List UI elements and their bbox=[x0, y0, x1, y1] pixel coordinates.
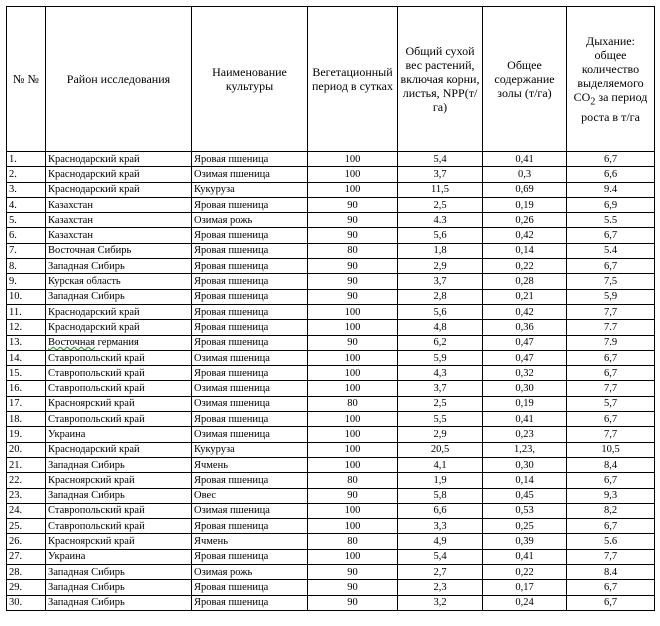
cell-veg-period: 100 bbox=[308, 412, 398, 427]
cell-veg-period: 80 bbox=[308, 534, 398, 549]
cell-region: Ставропольский край bbox=[46, 412, 192, 427]
cell-crop: Яровая пшеница bbox=[192, 366, 308, 381]
cell-co2: 6,7 bbox=[567, 366, 655, 381]
cell-number: 12. bbox=[7, 320, 46, 335]
cell-ash: 0,14 bbox=[483, 243, 567, 258]
header-row bbox=[7, 7, 655, 152]
cell-crop: Кукуруза bbox=[192, 182, 308, 197]
cell-number: 7. bbox=[7, 243, 46, 258]
cell-npp: 5,9 bbox=[398, 350, 483, 365]
header-co2 bbox=[567, 7, 655, 152]
cell-crop: Яровая пшеница bbox=[192, 304, 308, 319]
cell-ash: 0,30 bbox=[483, 457, 567, 472]
cell-ash: 0,17 bbox=[483, 580, 567, 595]
cell-npp: 5,6 bbox=[398, 304, 483, 319]
cell-co2: 9,3 bbox=[567, 488, 655, 503]
table-row bbox=[7, 335, 655, 350]
cell-region: Краснодарский край bbox=[46, 152, 192, 167]
crop-data-table bbox=[6, 6, 655, 611]
cell-number: 27. bbox=[7, 549, 46, 564]
header-region bbox=[46, 7, 192, 152]
table-row bbox=[7, 549, 655, 564]
cell-crop: Яровая пшеница bbox=[192, 580, 308, 595]
table-row bbox=[7, 228, 655, 243]
table-row bbox=[7, 381, 655, 396]
cell-veg-period: 90 bbox=[308, 289, 398, 304]
table-body bbox=[7, 152, 655, 611]
table-row bbox=[7, 534, 655, 549]
cell-veg-period: 100 bbox=[308, 519, 398, 534]
table-row bbox=[7, 259, 655, 274]
cell-npp: 2,7 bbox=[398, 565, 483, 580]
cell-veg-period: 100 bbox=[308, 350, 398, 365]
cell-npp: 20,5 bbox=[398, 442, 483, 457]
cell-veg-period: 90 bbox=[308, 335, 398, 350]
cell-co2: 8.4 bbox=[567, 565, 655, 580]
cell-region: Курская область bbox=[46, 274, 192, 289]
cell-crop: Озимая пшеница bbox=[192, 427, 308, 442]
cell-number: 18. bbox=[7, 412, 46, 427]
cell-co2: 10,5 bbox=[567, 442, 655, 457]
cell-veg-period: 90 bbox=[308, 580, 398, 595]
header-crop-label: Наименование культуры bbox=[212, 65, 287, 93]
cell-region: Казахстан bbox=[46, 228, 192, 243]
header-number-label: № № bbox=[13, 72, 39, 86]
cell-veg-period: 100 bbox=[308, 167, 398, 182]
cell-veg-period: 90 bbox=[308, 488, 398, 503]
header-ash bbox=[483, 7, 567, 152]
cell-region: Восточная Сибирь bbox=[46, 243, 192, 258]
cell-number: 16. bbox=[7, 381, 46, 396]
table-header bbox=[7, 7, 655, 152]
cell-co2: 6,7 bbox=[567, 259, 655, 274]
cell-crop: Овес bbox=[192, 488, 308, 503]
cell-crop: Яровая пшеница bbox=[192, 152, 308, 167]
cell-veg-period: 100 bbox=[308, 457, 398, 472]
cell-number: 24. bbox=[7, 503, 46, 518]
cell-number: 14. bbox=[7, 350, 46, 365]
cell-ash: 0,25 bbox=[483, 519, 567, 534]
cell-crop: Яровая пшеница bbox=[192, 335, 308, 350]
cell-region: Западная Сибирь bbox=[46, 580, 192, 595]
table-row bbox=[7, 243, 655, 258]
cell-co2: 5,7 bbox=[567, 396, 655, 411]
cell-ash: 0,26 bbox=[483, 213, 567, 228]
cell-crop: Яровая пшеница bbox=[192, 197, 308, 212]
cell-region: Краснодарский край bbox=[46, 304, 192, 319]
cell-number: 4. bbox=[7, 197, 46, 212]
cell-veg-period: 100 bbox=[308, 304, 398, 319]
table-row bbox=[7, 473, 655, 488]
cell-veg-period: 100 bbox=[308, 366, 398, 381]
table-row bbox=[7, 519, 655, 534]
cell-co2: 7.9 bbox=[567, 335, 655, 350]
header-crop bbox=[192, 7, 308, 152]
cell-number: 3. bbox=[7, 182, 46, 197]
cell-npp: 3,7 bbox=[398, 274, 483, 289]
cell-npp: 4,1 bbox=[398, 457, 483, 472]
cell-crop: Яровая пшеница bbox=[192, 412, 308, 427]
cell-npp: 2,9 bbox=[398, 259, 483, 274]
table-row bbox=[7, 304, 655, 319]
cell-co2: 9.4 bbox=[567, 182, 655, 197]
table-row bbox=[7, 565, 655, 580]
cell-region: Краснодарский край bbox=[46, 167, 192, 182]
cell-number: 17. bbox=[7, 396, 46, 411]
cell-region: Краснодарский край bbox=[46, 320, 192, 335]
table-row bbox=[7, 427, 655, 442]
cell-region: Казахстан bbox=[46, 197, 192, 212]
cell-ash: 0,42 bbox=[483, 228, 567, 243]
cell-ash: 0,41 bbox=[483, 152, 567, 167]
cell-number: 6. bbox=[7, 228, 46, 243]
cell-crop: Озимая рожь bbox=[192, 213, 308, 228]
cell-veg-period: 90 bbox=[308, 228, 398, 243]
cell-npp: 4.3 bbox=[398, 213, 483, 228]
cell-region: Украина bbox=[46, 427, 192, 442]
cell-number: 20. bbox=[7, 442, 46, 457]
cell-veg-period: 90 bbox=[308, 595, 398, 610]
cell-crop: Яровая пшеница bbox=[192, 320, 308, 335]
cell-number: 25. bbox=[7, 519, 46, 534]
cell-region: Ставропольский край bbox=[46, 381, 192, 396]
cell-co2: 6,7 bbox=[567, 580, 655, 595]
cell-crop: Озимая пшеница bbox=[192, 381, 308, 396]
cell-number: 9. bbox=[7, 274, 46, 289]
cell-ash: 0,32 bbox=[483, 366, 567, 381]
cell-npp: 4,9 bbox=[398, 534, 483, 549]
header-region-label: Район исследования bbox=[66, 72, 171, 86]
table-row bbox=[7, 457, 655, 472]
cell-veg-period: 100 bbox=[308, 152, 398, 167]
cell-number: 30. bbox=[7, 595, 46, 610]
cell-co2: 6,7 bbox=[567, 412, 655, 427]
cell-npp: 6,2 bbox=[398, 335, 483, 350]
header-npp bbox=[398, 7, 483, 152]
cell-npp: 3,2 bbox=[398, 595, 483, 610]
cell-co2: 8,4 bbox=[567, 457, 655, 472]
cell-number: 21. bbox=[7, 457, 46, 472]
cell-veg-period: 100 bbox=[308, 549, 398, 564]
cell-co2: 5.4 bbox=[567, 243, 655, 258]
cell-npp: 5,8 bbox=[398, 488, 483, 503]
cell-number: 28. bbox=[7, 565, 46, 580]
cell-number: 29. bbox=[7, 580, 46, 595]
cell-region: Западная Сибирь bbox=[46, 289, 192, 304]
cell-npp: 4,3 bbox=[398, 366, 483, 381]
cell-crop: Яровая пшеница bbox=[192, 289, 308, 304]
cell-co2: 5.6 bbox=[567, 534, 655, 549]
cell-veg-period: 100 bbox=[308, 381, 398, 396]
cell-crop: Озимая пшеница bbox=[192, 350, 308, 365]
cell-co2: 6,6 bbox=[567, 167, 655, 182]
cell-region: Западная Сибирь bbox=[46, 457, 192, 472]
cell-co2: 6,9 bbox=[567, 197, 655, 212]
cell-region: Казахстан bbox=[46, 213, 192, 228]
header-co2-label: Дыхание: общее количество выделяемого CO bbox=[573, 34, 644, 105]
table-row bbox=[7, 152, 655, 167]
cell-number: 10. bbox=[7, 289, 46, 304]
cell-ash: 0,47 bbox=[483, 350, 567, 365]
cell-number: 15. bbox=[7, 366, 46, 381]
cell-number: 23. bbox=[7, 488, 46, 503]
cell-npp: 2,5 bbox=[398, 396, 483, 411]
cell-co2: 6,7 bbox=[567, 519, 655, 534]
cell-veg-period: 100 bbox=[308, 182, 398, 197]
cell-ash: 0,41 bbox=[483, 412, 567, 427]
cell-crop: Озимая пшеница bbox=[192, 167, 308, 182]
cell-veg-period: 100 bbox=[308, 442, 398, 457]
cell-region: Западная Сибирь bbox=[46, 259, 192, 274]
cell-region: Красноярский край bbox=[46, 534, 192, 549]
cell-co2: 6,7 bbox=[567, 473, 655, 488]
table-row bbox=[7, 320, 655, 335]
cell-ash: 0,3 bbox=[483, 167, 567, 182]
cell-region: Красноярский край bbox=[46, 473, 192, 488]
cell-region: Западная Сибирь bbox=[46, 595, 192, 610]
cell-ash: 0,22 bbox=[483, 259, 567, 274]
cell-ash: 0,53 bbox=[483, 503, 567, 518]
cell-npp: 3,3 bbox=[398, 519, 483, 534]
cell-co2: 7,7 bbox=[567, 427, 655, 442]
cell-ash: 0,23 bbox=[483, 427, 567, 442]
cell-ash: 0,47 bbox=[483, 335, 567, 350]
cell-ash: 0,30 bbox=[483, 381, 567, 396]
cell-crop: Яровая пшеница bbox=[192, 473, 308, 488]
cell-number: 13. bbox=[7, 335, 46, 350]
cell-ash: 0,36 bbox=[483, 320, 567, 335]
cell-crop: Озимая пшеница bbox=[192, 503, 308, 518]
cell-number: 11. bbox=[7, 304, 46, 319]
cell-npp: 3,7 bbox=[398, 167, 483, 182]
cell-npp: 5,4 bbox=[398, 152, 483, 167]
cell-veg-period: 80 bbox=[308, 396, 398, 411]
cell-co2: 6,7 bbox=[567, 350, 655, 365]
cell-crop: Ячмень bbox=[192, 457, 308, 472]
cell-veg-period: 100 bbox=[308, 320, 398, 335]
table-row bbox=[7, 289, 655, 304]
cell-number: 26. bbox=[7, 534, 46, 549]
cell-co2: 5,9 bbox=[567, 289, 655, 304]
cell-region: Красноярский край bbox=[46, 396, 192, 411]
cell-veg-period: 90 bbox=[308, 197, 398, 212]
cell-veg-period: 80 bbox=[308, 243, 398, 258]
cell-veg-period: 100 bbox=[308, 427, 398, 442]
cell-number: 22. bbox=[7, 473, 46, 488]
cell-ash: 0,19 bbox=[483, 396, 567, 411]
cell-veg-period: 80 bbox=[308, 473, 398, 488]
cell-co2: 7,7 bbox=[567, 304, 655, 319]
table-row bbox=[7, 580, 655, 595]
cell-region: Восточная германия bbox=[46, 335, 192, 350]
cell-npp: 11,5 bbox=[398, 182, 483, 197]
cell-npp: 5,4 bbox=[398, 549, 483, 564]
table-row bbox=[7, 167, 655, 182]
cell-veg-period: 90 bbox=[308, 259, 398, 274]
cell-npp: 6,6 bbox=[398, 503, 483, 518]
cell-npp: 1,8 bbox=[398, 243, 483, 258]
cell-region: Западная Сибирь bbox=[46, 565, 192, 580]
table-row bbox=[7, 488, 655, 503]
table-row bbox=[7, 366, 655, 381]
table-row bbox=[7, 213, 655, 228]
table-row bbox=[7, 197, 655, 212]
header-co2-subscript: 2 bbox=[590, 96, 596, 108]
cell-region: Ставропольский край bbox=[46, 350, 192, 365]
cell-crop: Озимая рожь bbox=[192, 565, 308, 580]
cell-region: Западная Сибирь bbox=[46, 488, 192, 503]
table-row bbox=[7, 412, 655, 427]
table-row bbox=[7, 182, 655, 197]
cell-ash: 0,69 bbox=[483, 182, 567, 197]
cell-co2: 5.5 bbox=[567, 213, 655, 228]
cell-number: 8. bbox=[7, 259, 46, 274]
cell-ash: 0,21 bbox=[483, 289, 567, 304]
cell-ash: 0,39 bbox=[483, 534, 567, 549]
cell-co2: 7,7 bbox=[567, 549, 655, 564]
cell-ash: 0,45 bbox=[483, 488, 567, 503]
cell-co2: 7,5 bbox=[567, 274, 655, 289]
table-row bbox=[7, 595, 655, 610]
header-ash-label: Общее содержание золы (т/га) bbox=[494, 58, 555, 100]
cell-crop: Яровая пшеница bbox=[192, 274, 308, 289]
cell-npp: 2,5 bbox=[398, 197, 483, 212]
cell-region: Краснодарский край bbox=[46, 182, 192, 197]
cell-number: 2. bbox=[7, 167, 46, 182]
cell-crop: Яровая пшеница bbox=[192, 549, 308, 564]
table-row bbox=[7, 396, 655, 411]
cell-crop: Озимая пшеница bbox=[192, 396, 308, 411]
cell-region: Краснодарский край bbox=[46, 442, 192, 457]
cell-co2: 6,7 bbox=[567, 152, 655, 167]
cell-crop: Ячмень bbox=[192, 534, 308, 549]
cell-number: 19. bbox=[7, 427, 46, 442]
cell-npp: 4,8 bbox=[398, 320, 483, 335]
cell-co2: 6,7 bbox=[567, 228, 655, 243]
table-row bbox=[7, 503, 655, 518]
cell-veg-period: 90 bbox=[308, 565, 398, 580]
cell-ash: 0,14 bbox=[483, 473, 567, 488]
table-row bbox=[7, 274, 655, 289]
cell-region: Ставропольский край bbox=[46, 366, 192, 381]
cell-number: 5. bbox=[7, 213, 46, 228]
cell-crop: Яровая пшеница bbox=[192, 259, 308, 274]
cell-co2: 6,7 bbox=[567, 595, 655, 610]
cell-region: Ставропольский край bbox=[46, 503, 192, 518]
cell-npp: 3,7 bbox=[398, 381, 483, 396]
cell-ash: 0,22 bbox=[483, 565, 567, 580]
header-npp-label: Общий сухой вес растений, включая корни, листья, bbox=[400, 44, 480, 100]
cell-ash: 0,41 bbox=[483, 549, 567, 564]
cell-ash: 1,23, bbox=[483, 442, 567, 457]
cell-ash: 0,19 bbox=[483, 197, 567, 212]
header-number bbox=[7, 7, 46, 152]
header-veg-period bbox=[308, 7, 398, 152]
cell-npp: 1,9 bbox=[398, 473, 483, 488]
cell-number: 1. bbox=[7, 152, 46, 167]
table-row bbox=[7, 442, 655, 457]
cell-ash: 0,28 bbox=[483, 274, 567, 289]
cell-npp: 5,5 bbox=[398, 412, 483, 427]
cell-co2: 7.7 bbox=[567, 320, 655, 335]
cell-npp: 5,6 bbox=[398, 228, 483, 243]
cell-region: Украина bbox=[46, 549, 192, 564]
cell-npp: 2,9 bbox=[398, 427, 483, 442]
cell-ash: 0,24 bbox=[483, 595, 567, 610]
table-row bbox=[7, 350, 655, 365]
cell-crop: Яровая пшеница bbox=[192, 595, 308, 610]
cell-ash: 0,42 bbox=[483, 304, 567, 319]
header-co2-suffix: за период роста в т/га bbox=[581, 90, 648, 124]
header-veg-period-label: Вегетационный период в сутках bbox=[312, 65, 393, 93]
cell-crop: Яровая пшеница bbox=[192, 228, 308, 243]
cell-co2: 7,7 bbox=[567, 381, 655, 396]
cell-veg-period: 100 bbox=[308, 503, 398, 518]
cell-npp: 2,3 bbox=[398, 580, 483, 595]
cell-co2: 8,2 bbox=[567, 503, 655, 518]
cell-npp: 2,8 bbox=[398, 289, 483, 304]
cell-crop: Яровая пшеница bbox=[192, 519, 308, 534]
cell-crop: Яровая пшеница bbox=[192, 243, 308, 258]
cell-veg-period: 90 bbox=[308, 213, 398, 228]
cell-veg-period: 90 bbox=[308, 274, 398, 289]
header-npp-unit: NPP(т/га) bbox=[432, 86, 478, 114]
cell-crop: Кукуруза bbox=[192, 442, 308, 457]
cell-region: Ставропольский край bbox=[46, 519, 192, 534]
